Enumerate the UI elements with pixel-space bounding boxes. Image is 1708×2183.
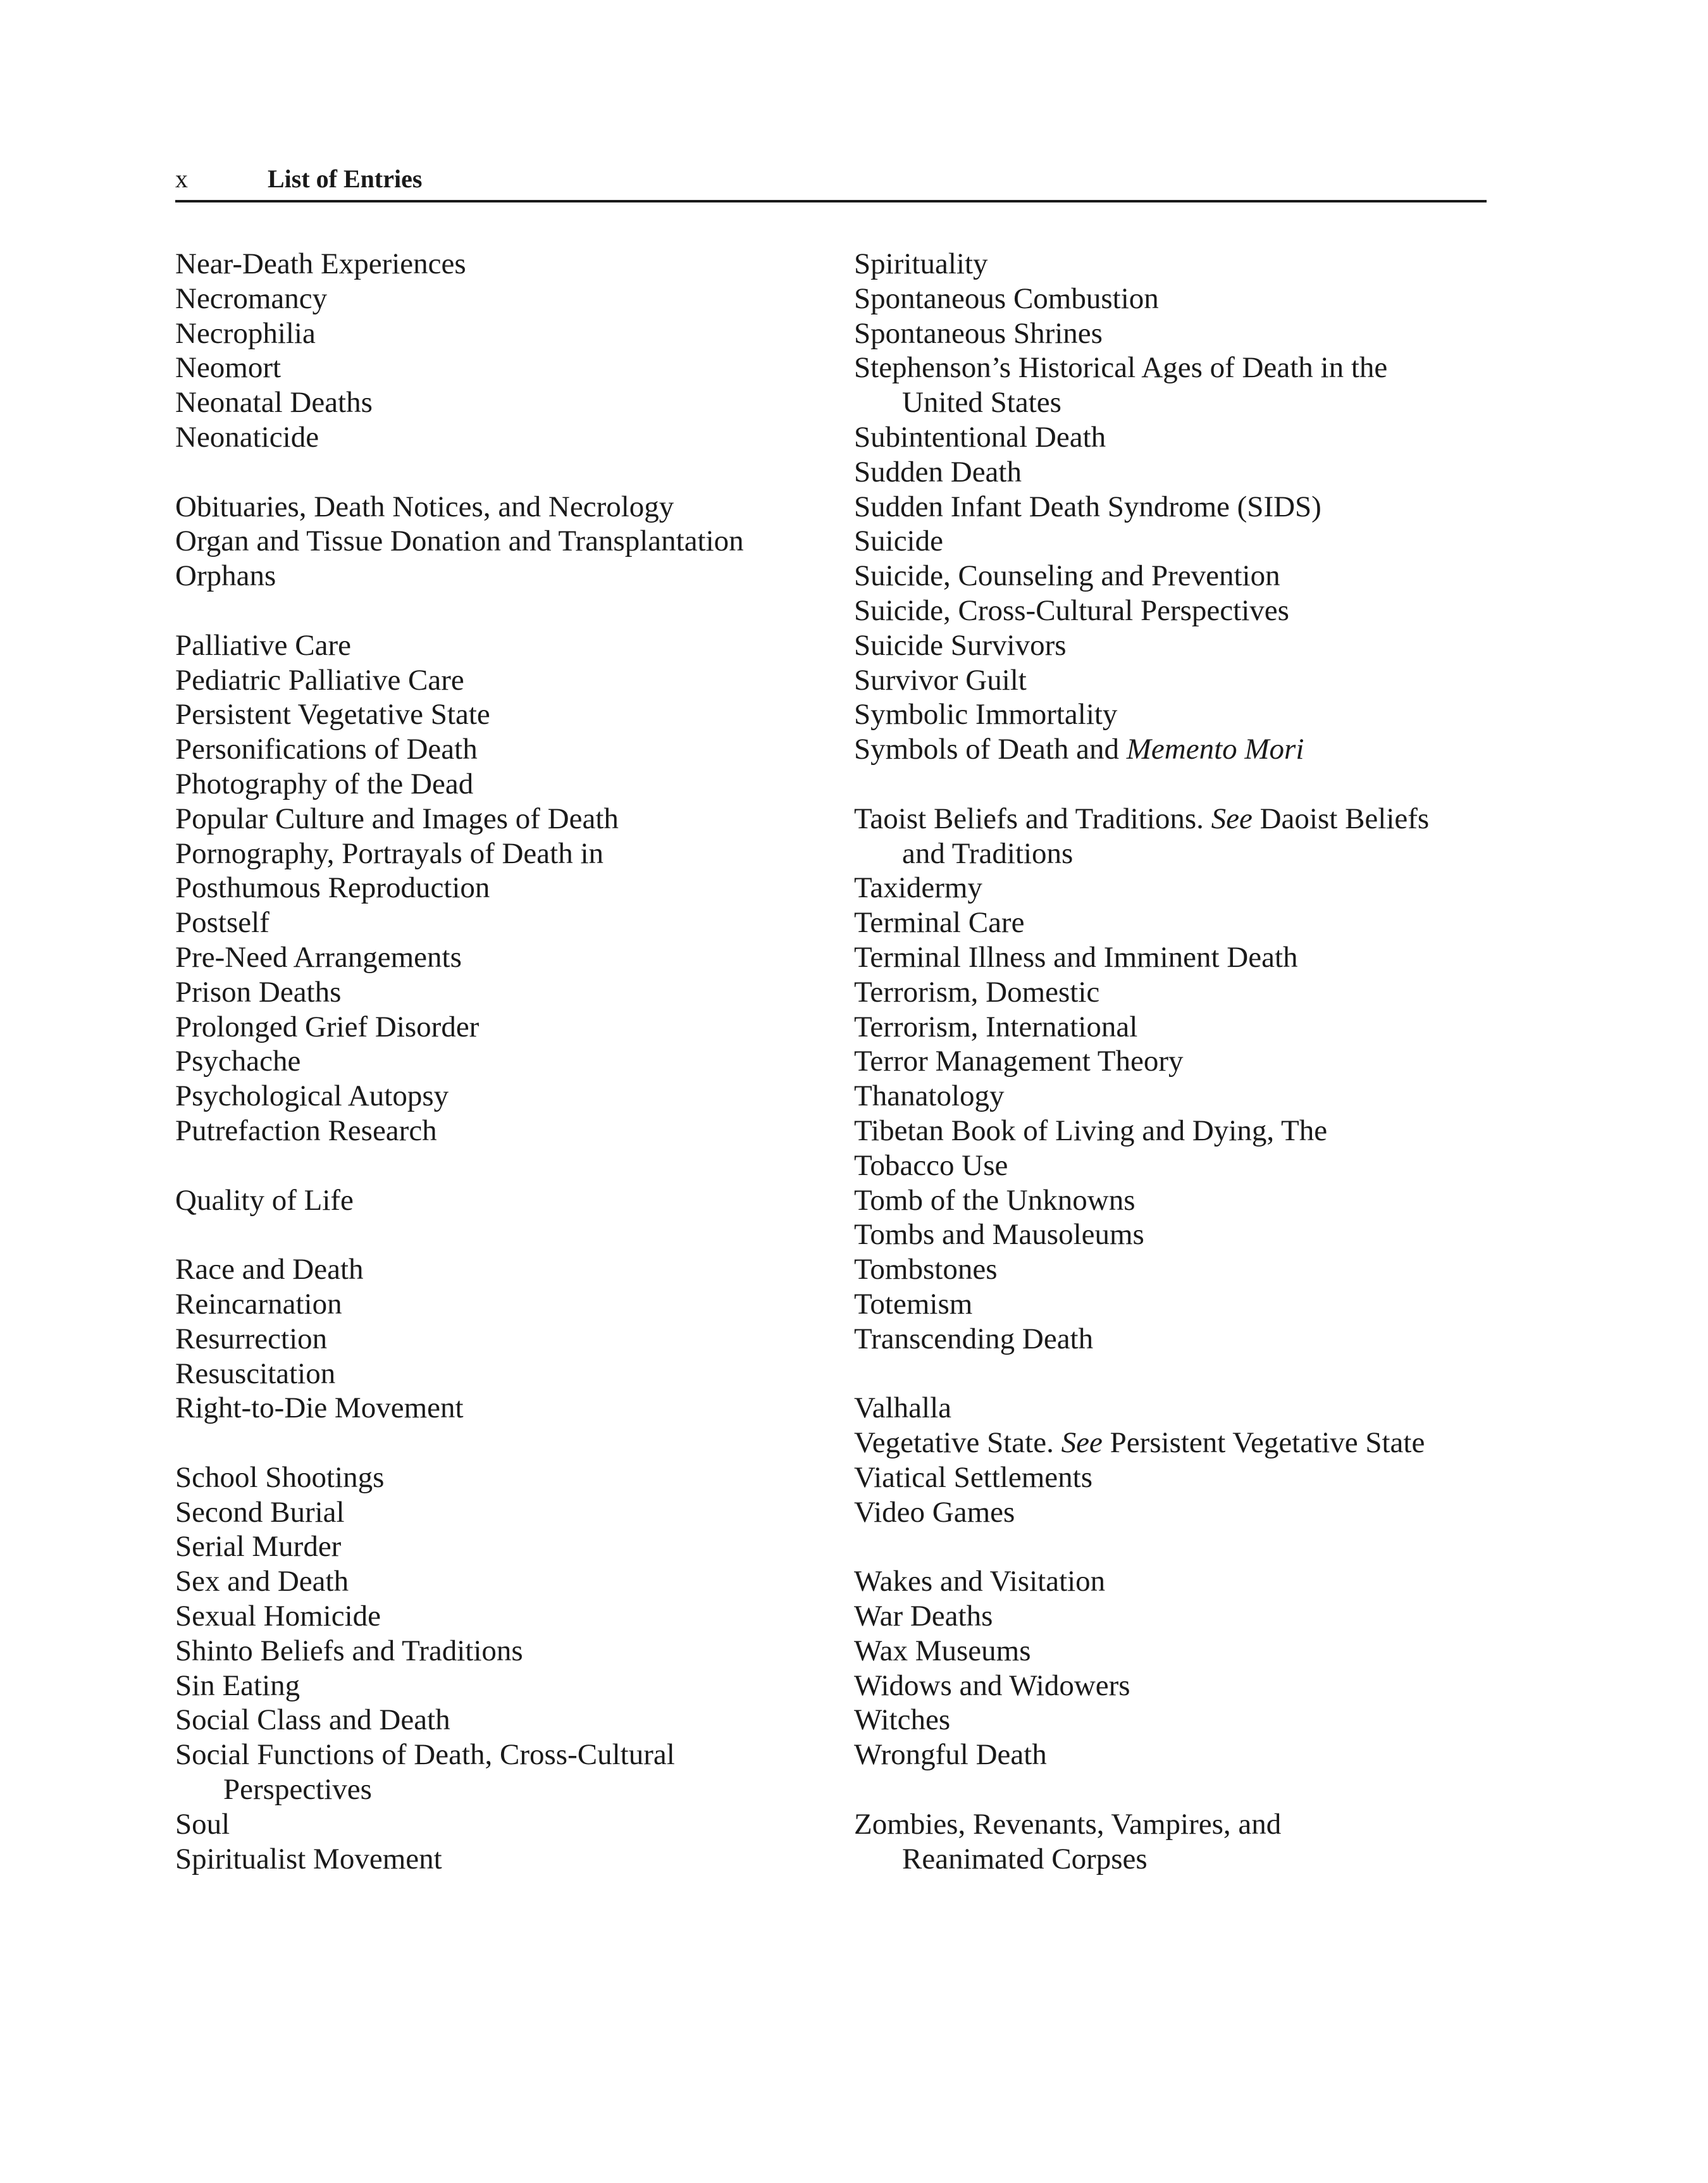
right-column: [854, 247, 1499, 1876]
entry-continuation: and Traditions: [902, 837, 1074, 870]
list-item: Psychological Autopsy: [175, 1079, 449, 1113]
left-column: [175, 247, 820, 1876]
list-item: Shinto Beliefs and Traditions: [175, 1634, 523, 1667]
list-item: Obituaries, Death Notices, and Necrology: [175, 490, 674, 523]
list-item: Tomb of the Unknowns: [854, 1183, 1136, 1217]
entry-text: Vegetative State.: [854, 1426, 1061, 1460]
list-item: Necromancy: [175, 282, 328, 315]
list-item: Valhalla: [854, 1391, 951, 1425]
list-item: [854, 1807, 1499, 1877]
list-item: Race and Death: [175, 1253, 364, 1286]
list-item: [854, 802, 1499, 871]
list-item: Second Burial: [175, 1495, 345, 1529]
see-reference-target: Persistent Vegetative State: [1102, 1426, 1425, 1460]
list-item: Neomort: [175, 351, 282, 385]
list-item: Spiritualist Movement: [175, 1842, 442, 1875]
list-item: Suicide: [854, 525, 943, 558]
list-item: Viatical Settlements: [854, 1460, 1092, 1494]
list-item: Sexual Homicide: [175, 1600, 381, 1633]
entry-continuation: Reanimated Corpses: [902, 1842, 1148, 1875]
entry-continuation: Perspectives: [223, 1773, 372, 1807]
list-item: Necrophilia: [175, 316, 316, 350]
list-item: Palliative Care: [175, 628, 351, 662]
list-item: Prison Deaths: [175, 975, 342, 1009]
list-item: Neonatal Deaths: [175, 386, 373, 420]
list-item: Spirituality: [854, 247, 988, 280]
list-item: Prolonged Grief Disorder: [175, 1010, 480, 1043]
list-item: Suicide Survivors: [854, 628, 1067, 662]
list-item: Pre-Need Arrangements: [175, 940, 462, 974]
list-item: Terrorism, Domestic: [854, 975, 1100, 1009]
list-item: Orphans: [175, 559, 276, 593]
list-item: Neonaticide: [175, 420, 319, 454]
list-item: Organ and Tissue Donation and Transplantation: [175, 525, 744, 558]
list-item: Suicide, Cross-Cultural Perspectives: [854, 594, 1289, 627]
list-item: Reincarnation: [175, 1287, 342, 1321]
running-header: [175, 163, 1485, 195]
list-item: Wax Museums: [854, 1634, 1031, 1667]
list-item: Terrorism, International: [854, 1010, 1138, 1043]
entry-text: Stephenson’s Historical Ages of Death in the: [854, 351, 1388, 385]
list-item: Totemism: [854, 1287, 973, 1321]
list-item: Survivor Guilt: [854, 663, 1027, 697]
entry-text: Symbols of Death and: [854, 733, 1127, 766]
list-item: Tombs and Mausoleums: [854, 1218, 1144, 1252]
list-item: Tobacco Use: [854, 1148, 1008, 1182]
list-item: Taxidermy: [854, 871, 982, 905]
list-item: Psychache: [175, 1045, 301, 1078]
list-item: War Deaths: [854, 1600, 993, 1633]
list-item: Social Class and Death: [175, 1703, 450, 1737]
list-item: Transcending Death: [854, 1322, 1094, 1355]
list-item: Pediatric Palliative Care: [175, 663, 464, 697]
entry-text: Social Functions of Death, Cross-Cultural: [175, 1738, 675, 1772]
list-item: Witches: [854, 1703, 951, 1737]
list-item: Terminal Illness and Imminent Death: [854, 940, 1298, 974]
list-item: Popular Culture and Images of Death: [175, 802, 619, 835]
list-item: Widows and Widowers: [854, 1669, 1130, 1702]
list-item: Pornography, Portrayals of Death in: [175, 837, 604, 870]
entry-italic-title: Memento Mori: [1126, 733, 1304, 766]
list-item: Spontaneous Shrines: [854, 316, 1103, 350]
list-item: Thanatology: [854, 1079, 1005, 1113]
list-item: Right-to-Die Movement: [175, 1391, 464, 1425]
list-item: Video Games: [854, 1495, 1015, 1529]
list-item: Resurrection: [175, 1322, 328, 1355]
list-item: Putrefaction Research: [175, 1114, 437, 1147]
list-item: Sex and Death: [175, 1565, 349, 1598]
list-item: Persistent Vegetative State: [175, 698, 490, 731]
list-item: [175, 1738, 820, 1807]
list-item: Suicide, Counseling and Prevention: [854, 559, 1280, 593]
list-item: Posthumous Reproduction: [175, 871, 490, 905]
list-item: [854, 732, 1499, 767]
list-item: Subintentional Death: [854, 420, 1106, 454]
list-item: Wakes and Visitation: [854, 1565, 1106, 1598]
see-reference-target: Daoist Beliefs: [1252, 802, 1430, 835]
list-item: Tibetan Book of Living and Dying, The: [854, 1114, 1328, 1147]
header-rule: [175, 200, 1487, 202]
list-item: Terror Management Theory: [854, 1045, 1184, 1078]
entry-text: Taoist Beliefs and Traditions.: [854, 802, 1211, 835]
list-item: Terminal Care: [854, 906, 1025, 940]
list-item: Sudden Infant Death Syndrome (SIDS): [854, 490, 1321, 523]
list-item: Serial Murder: [175, 1530, 342, 1564]
list-item: Resuscitation: [175, 1357, 336, 1390]
list-item: Photography of the Dead: [175, 767, 474, 800]
list-item: Sin Eating: [175, 1669, 300, 1702]
entry-text: Zombies, Revenants, Vampires, and: [854, 1807, 1282, 1841]
list-item: School Shootings: [175, 1460, 385, 1494]
list-item: [854, 1426, 1499, 1460]
list-item: Near-Death Experiences: [175, 247, 466, 280]
list-item: Soul: [175, 1807, 230, 1841]
see-reference-label: See: [1211, 802, 1253, 835]
page-number: x: [175, 165, 188, 193]
list-item: Personifications of Death: [175, 733, 478, 766]
running-title: List of Entries: [268, 165, 423, 193]
list-item: Quality of Life: [175, 1183, 354, 1217]
entry-continuation: United States: [902, 386, 1061, 420]
list-item: Wrongful Death: [854, 1738, 1047, 1772]
list-item: Postself: [175, 906, 269, 940]
list-item: Sudden Death: [854, 455, 1022, 488]
list-item: Tombstones: [854, 1253, 998, 1286]
list-item: Spontaneous Combustion: [854, 282, 1159, 315]
list-item: Symbolic Immortality: [854, 698, 1118, 731]
list-item: [854, 351, 1499, 420]
see-reference-label: See: [1061, 1426, 1103, 1460]
